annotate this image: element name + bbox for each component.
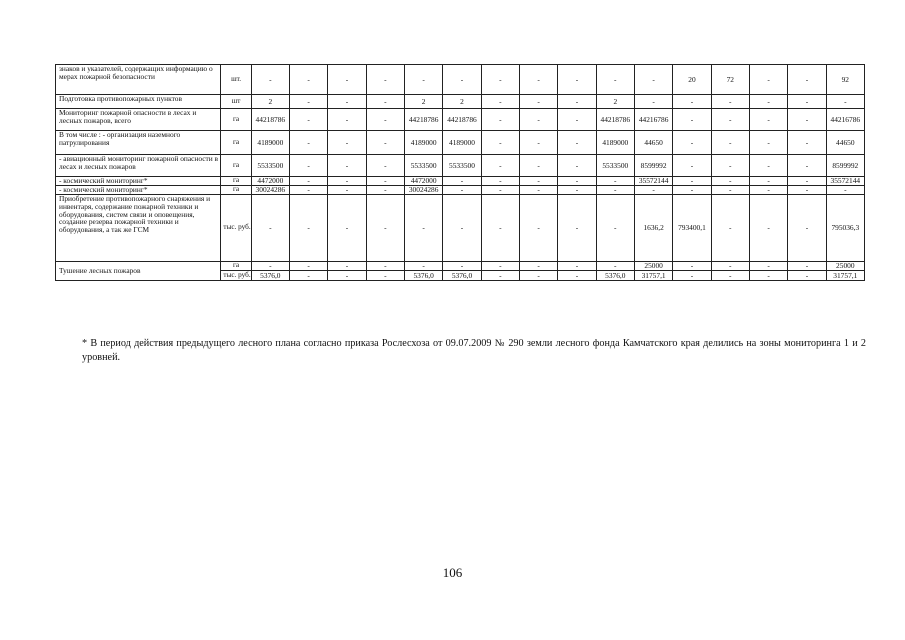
value-cell: - xyxy=(481,195,519,262)
value-cell: - xyxy=(673,109,711,131)
value-cell: - xyxy=(328,271,366,281)
value-cell: 4472000 xyxy=(251,177,289,186)
value-cell: - xyxy=(519,109,557,131)
value-cell: 1636,2 xyxy=(634,195,672,262)
value-cell: - xyxy=(328,131,366,155)
value-cell: - xyxy=(290,271,328,281)
value-cell: 25000 xyxy=(634,262,672,271)
value-cell: - xyxy=(558,109,596,131)
value-cell: - xyxy=(558,262,596,271)
value-cell: - xyxy=(558,131,596,155)
value-cell: - xyxy=(788,195,826,262)
row-name-cell: знаков и указателей, содержащих информацию о мерах пожарной безопасности xyxy=(56,65,221,95)
row-name-cell: - космический мониторинг* xyxy=(56,186,221,195)
value-cell: 44218786 xyxy=(443,109,481,131)
value-cell: - xyxy=(519,177,557,186)
value-cell: - xyxy=(481,95,519,109)
value-cell: - xyxy=(788,177,826,186)
unit-cell: тыс. руб. xyxy=(221,195,251,262)
value-cell: - xyxy=(290,131,328,155)
value-cell: - xyxy=(443,177,481,186)
value-cell: 72 xyxy=(711,65,749,95)
table-row xyxy=(56,155,865,177)
value-cell: - xyxy=(634,65,672,95)
value-cell: 30024286 xyxy=(404,186,442,195)
value-cell: - xyxy=(673,271,711,281)
value-cell: - xyxy=(788,95,826,109)
value-cell: - xyxy=(481,155,519,177)
value-cell: - xyxy=(519,271,557,281)
value-cell: - xyxy=(673,155,711,177)
row-name-cell: Подготовка противопожарных пунктов xyxy=(56,95,221,109)
value-cell: 35572144 xyxy=(634,177,672,186)
value-cell: - xyxy=(519,155,557,177)
value-cell: - xyxy=(519,186,557,195)
value-cell: - xyxy=(826,186,864,195)
value-cell: 31757,1 xyxy=(634,271,672,281)
value-cell: - xyxy=(328,262,366,271)
value-cell: - xyxy=(481,271,519,281)
value-cell: - xyxy=(749,131,787,155)
value-cell: - xyxy=(481,65,519,95)
value-cell: 8599992 xyxy=(826,155,864,177)
value-cell: - xyxy=(788,155,826,177)
value-cell: 44218786 xyxy=(251,109,289,131)
value-cell: - xyxy=(749,109,787,131)
value-cell: 5376,0 xyxy=(251,271,289,281)
value-cell: - xyxy=(788,186,826,195)
value-cell: - xyxy=(404,262,442,271)
value-cell: - xyxy=(328,65,366,95)
value-cell: - xyxy=(404,65,442,95)
value-cell: - xyxy=(596,186,634,195)
row-name-cell: Приобретение противопожарного снаряжения и инвентаря, содержание пожарной техники и оборудования, систем связи и оповещения, создание резерва пожарной техники и оборудования, а так же ГСМ xyxy=(56,195,221,262)
row-name-cell: - авиационный мониторинг пожарной опасности в лесах и лесных пожаров xyxy=(56,155,221,177)
value-cell: - xyxy=(558,155,596,177)
value-cell: 4472000 xyxy=(404,177,442,186)
table-row xyxy=(56,65,865,95)
value-cell: - xyxy=(788,271,826,281)
value-cell: - xyxy=(788,131,826,155)
value-cell: - xyxy=(481,186,519,195)
value-cell: 4189000 xyxy=(596,131,634,155)
value-cell: - xyxy=(328,177,366,186)
value-cell: 35572144 xyxy=(826,177,864,186)
value-cell: - xyxy=(711,177,749,186)
value-cell: - xyxy=(328,109,366,131)
value-cell: - xyxy=(481,177,519,186)
value-cell: - xyxy=(826,95,864,109)
value-cell: - xyxy=(443,65,481,95)
value-cell: - xyxy=(481,131,519,155)
value-cell: - xyxy=(749,271,787,281)
value-cell: - xyxy=(290,109,328,131)
table-row xyxy=(56,95,865,109)
table-row xyxy=(56,262,865,271)
value-cell: - xyxy=(788,65,826,95)
value-cell: 5376,0 xyxy=(596,271,634,281)
unit-cell: тыс. руб. xyxy=(221,271,251,281)
value-cell: 5533500 xyxy=(404,155,442,177)
unit-cell: га xyxy=(221,186,251,195)
value-cell: 4189000 xyxy=(404,131,442,155)
value-cell: - xyxy=(366,186,404,195)
value-cell: 31757,1 xyxy=(826,271,864,281)
value-cell: - xyxy=(290,186,328,195)
value-cell: - xyxy=(596,65,634,95)
value-cell: - xyxy=(290,262,328,271)
value-cell: - xyxy=(749,195,787,262)
value-cell: - xyxy=(366,155,404,177)
value-cell: - xyxy=(519,195,557,262)
value-cell: 2 xyxy=(596,95,634,109)
row-name-cell: - космический мониторинг* xyxy=(56,177,221,186)
value-cell: - xyxy=(251,262,289,271)
fire-safety-table xyxy=(55,64,865,281)
row-name-cell: Тушение лесных пожаров xyxy=(56,262,221,281)
table-row xyxy=(56,195,865,262)
value-cell: - xyxy=(481,109,519,131)
value-cell: 5533500 xyxy=(251,155,289,177)
value-cell: - xyxy=(366,271,404,281)
value-cell: - xyxy=(711,131,749,155)
value-cell: - xyxy=(711,271,749,281)
unit-cell: га xyxy=(221,177,251,186)
unit-cell: га xyxy=(221,109,251,131)
value-cell: - xyxy=(290,195,328,262)
value-cell: 2 xyxy=(404,95,442,109)
value-cell: - xyxy=(290,65,328,95)
value-cell: - xyxy=(290,95,328,109)
value-cell: - xyxy=(711,95,749,109)
value-cell: - xyxy=(251,65,289,95)
value-cell: - xyxy=(519,95,557,109)
value-cell: - xyxy=(711,186,749,195)
value-cell: 5376,0 xyxy=(443,271,481,281)
value-cell: - xyxy=(366,177,404,186)
value-cell: - xyxy=(711,155,749,177)
row-name-cell: Мониторинг пожарной опасности в лесах и лесных пожаров, всего xyxy=(56,109,221,131)
value-cell: - xyxy=(596,177,634,186)
value-cell: - xyxy=(558,186,596,195)
value-cell: 30024286 xyxy=(251,186,289,195)
value-cell: - xyxy=(673,95,711,109)
value-cell: 92 xyxy=(826,65,864,95)
value-cell: - xyxy=(634,186,672,195)
value-cell: - xyxy=(673,262,711,271)
value-cell: 4189000 xyxy=(251,131,289,155)
value-cell: - xyxy=(519,262,557,271)
table-row xyxy=(56,186,865,195)
value-cell: - xyxy=(788,109,826,131)
value-cell: - xyxy=(558,95,596,109)
value-cell: - xyxy=(749,95,787,109)
value-cell: - xyxy=(404,195,442,262)
value-cell: - xyxy=(290,177,328,186)
value-cell: 5533500 xyxy=(443,155,481,177)
value-cell: 5533500 xyxy=(596,155,634,177)
value-cell: - xyxy=(366,109,404,131)
value-cell: 2 xyxy=(251,95,289,109)
value-cell: - xyxy=(749,155,787,177)
value-cell: 793400,1 xyxy=(673,195,711,262)
value-cell: 44216786 xyxy=(826,109,864,131)
table-row xyxy=(56,109,865,131)
unit-cell: шт. xyxy=(221,65,251,95)
value-cell: - xyxy=(558,65,596,95)
value-cell: - xyxy=(749,177,787,186)
value-cell: - xyxy=(251,195,289,262)
unit-cell: га xyxy=(221,155,251,177)
value-cell: - xyxy=(366,262,404,271)
unit-cell: шт xyxy=(221,95,251,109)
value-cell: - xyxy=(558,177,596,186)
value-cell: - xyxy=(749,65,787,95)
row-name-cell: В том числе : - организация наземного патрулирования xyxy=(56,131,221,155)
table-row xyxy=(56,177,865,186)
value-cell: - xyxy=(481,262,519,271)
value-cell: 44650 xyxy=(826,131,864,155)
value-cell: - xyxy=(673,177,711,186)
value-cell: - xyxy=(749,262,787,271)
value-cell: 795036,3 xyxy=(826,195,864,262)
value-cell: - xyxy=(519,131,557,155)
value-cell: 44216786 xyxy=(634,109,672,131)
value-cell: - xyxy=(596,195,634,262)
value-cell: - xyxy=(328,195,366,262)
value-cell: 5376,0 xyxy=(404,271,442,281)
value-cell: 8599992 xyxy=(634,155,672,177)
value-cell: - xyxy=(711,195,749,262)
value-cell: 25000 xyxy=(826,262,864,271)
page-number: 106 xyxy=(442,565,463,580)
value-cell: - xyxy=(596,262,634,271)
value-cell: - xyxy=(558,195,596,262)
value-cell: - xyxy=(788,262,826,271)
value-cell: - xyxy=(443,262,481,271)
value-cell: 44218786 xyxy=(404,109,442,131)
value-cell: 20 xyxy=(673,65,711,95)
unit-cell: га xyxy=(221,131,251,155)
value-cell: - xyxy=(290,155,328,177)
value-cell: - xyxy=(328,155,366,177)
value-cell: - xyxy=(443,195,481,262)
value-cell: 4189000 xyxy=(443,131,481,155)
value-cell: 2 xyxy=(443,95,481,109)
value-cell: - xyxy=(519,65,557,95)
value-cell: - xyxy=(673,131,711,155)
unit-cell: га xyxy=(221,262,251,271)
value-cell: - xyxy=(711,262,749,271)
value-cell: - xyxy=(443,186,481,195)
value-cell: 44650 xyxy=(634,131,672,155)
value-cell: - xyxy=(634,95,672,109)
value-cell: - xyxy=(711,109,749,131)
value-cell: - xyxy=(366,195,404,262)
table-row xyxy=(56,131,865,155)
value-cell: - xyxy=(558,271,596,281)
value-cell: - xyxy=(366,131,404,155)
value-cell: - xyxy=(328,95,366,109)
footnote: * В период действия предыдущего лесного плана согласно приказа Рослесхоза от 09.07.2009 № 290 земли лесного фонда Камчатского края делились на зоны мониторинга 1 и 2 уровней. xyxy=(82,338,866,363)
value-cell: - xyxy=(366,65,404,95)
value-cell: - xyxy=(673,186,711,195)
value-cell: 44218786 xyxy=(596,109,634,131)
value-cell: - xyxy=(328,186,366,195)
value-cell: - xyxy=(366,95,404,109)
value-cell: - xyxy=(749,186,787,195)
